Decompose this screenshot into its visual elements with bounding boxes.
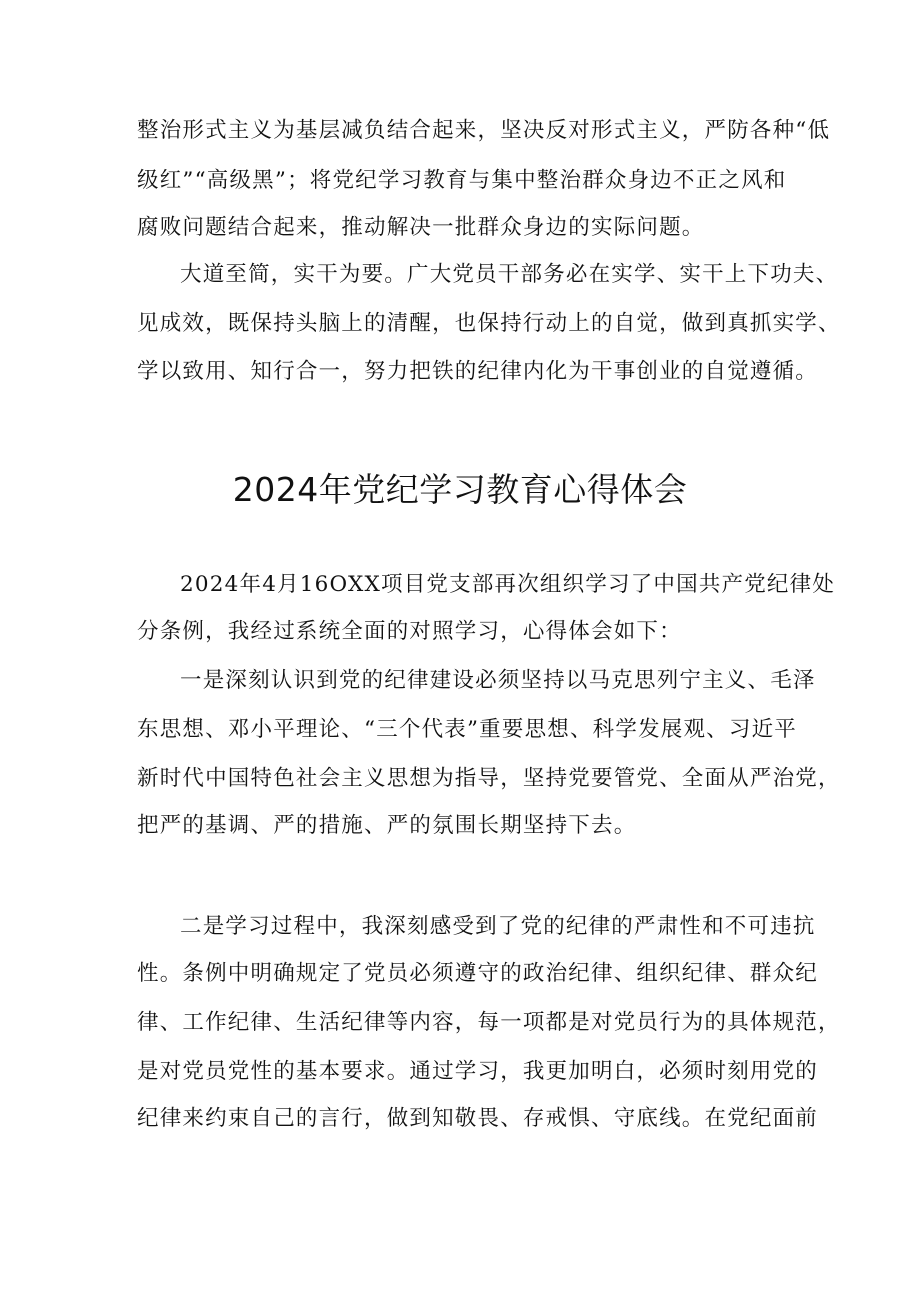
text-line: 见成效，既保持头脑上的清醒，也保持行动上的自觉，做到真抓实学、 [137, 311, 841, 336]
text-line: 纪律来约束自己的言行，做到知敬畏、存戒惧、守底线。在党纪面前 [137, 1106, 819, 1131]
text-line: 腐败问题结合起来，推动解决一批群众身边的实际问题。 [137, 215, 705, 240]
text-line: 新时代中国特色社会主义思想为指导，坚持党要管党、全面从严治党， [137, 766, 841, 791]
text-line: 律、工作纪律、生活纪律等内容，每一项都是对党员行为的具体规范， [137, 1010, 841, 1035]
text-line: 东思想、邓小平理论、“三个代表”重要思想、科学发展观、习近平 [137, 717, 797, 742]
paragraph-first-line: 大道至简，实干为要。广大党员干部务必在实学、实干上下功夫、 [180, 262, 839, 287]
text-line: 是对党员党性的基本要求。通过学习，我更加明白，必须时刻用党的 [137, 1059, 819, 1084]
text-line: 级红”“高级黑”；将党纪学习教育与集中整治群众身边不正之风和 [137, 168, 787, 193]
paragraph-first-line: 二是学习过程中，我深刻感受到了党的纪律的严肃性和不可违抗 [180, 914, 816, 939]
paragraph-first-line: 2024年4月16OXX项目党支部再次组织学习了中国共产党纪律处 [180, 572, 836, 597]
text-line: 分条例，我经过系统全面的对照学习，心得体会如下： [137, 619, 682, 644]
paragraph-first-line: 一是深刻认识到党的纪律建设必须坚持以马克思列宁主义、毛泽 [180, 668, 816, 693]
text-line: 把严的基调、严的措施、严的氛围长期坚持下去。 [137, 813, 637, 838]
text-line: 性。条例中明确规定了党员必须遵守的政治纪律、组织纪律、群众纪 [137, 961, 819, 986]
text-line: 学以致用、知行合一，努力把铁的纪律内化为干事创业的自觉遵循。 [137, 359, 819, 384]
text-line: 整治形式主义为基层减负结合起来，坚决反对形式主义，严防各种“低 [137, 118, 831, 143]
document-title: 2024年党纪学习教育心得体会 [232, 470, 688, 509]
